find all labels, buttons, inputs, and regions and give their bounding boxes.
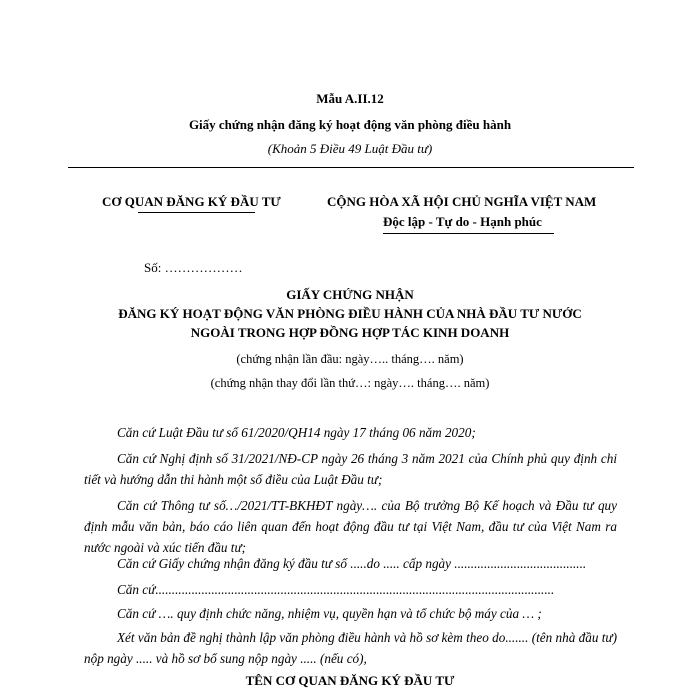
basis-investment-law: Căn cứ Luật Đầu tư số 61/2020/QH14 ngày 17 tháng 06 năm 2020;: [117, 425, 476, 440]
certificate-subtitle-line1: ĐĂNG KÝ HOẠT ĐỘNG VĂN PHÒNG ĐIỀU HÀNH CỦA NHÀ ĐẦU TƯ NƯỚC: [118, 306, 582, 321]
considering-request: Xét văn bản đề nghị thành lập văn phòng điều hành và hồ sơ kèm theo do....... (tên nhà đầu tư) nộp ngày ..... và hồ sơ bổ sung nộp ngày ..... (nếu có),: [84, 630, 617, 666]
certificate-subtitle-line2: NGOÀI TRONG HỢP ĐỒNG HỢP TÁC KINH DOANH: [190, 325, 510, 340]
certificate-title: GIẤY CHỨNG NHẬN: [286, 287, 414, 302]
agency-name: CƠ QUAN ĐĂNG KÝ ĐẦU TƯ: [102, 194, 281, 209]
motto-underline: [383, 233, 554, 234]
form-basis: (Khoản 5 Điều 49 Luật Đầu tư): [267, 141, 433, 156]
change-certification-date: (chứng nhận thay đổi lần thứ…: ngày…. tháng…. năm): [210, 376, 490, 390]
document-number: Số: ………………: [144, 260, 243, 275]
basis-circular: Căn cứ Thông tư số…/2021/TT-BKHĐT ngày…. của Bộ trưởng Bộ Kế hoạch và Đầu tư quy định mẫu văn bản, báo cáo liên quan đến hoạt động đầu tư tại Việt Nam, đầu tư của Việt Nam ra nước ngoài và xúc tiến đầu tư;: [84, 498, 617, 555]
basis-other: Căn cứ.........................................................................................................................: [117, 582, 555, 597]
first-certification-date: (chứng nhận lần đầu: ngày….. tháng…. năm): [236, 352, 464, 366]
top-divider: [68, 167, 634, 168]
issuing-agency-heading: TÊN CƠ QUAN ĐĂNG KÝ ĐẦU TƯ: [245, 673, 455, 688]
basis-agency-regulation: Căn cứ …. quy định chức năng, nhiệm vụ, quyền hạn và tổ chức bộ máy của … ;: [117, 606, 542, 621]
nation-motto: Độc lập - Tự do - Hạnh phúc: [383, 214, 542, 229]
nation-name: CỘNG HÒA XÃ HỘI CHỦ NGHĨA VIỆT NAM: [327, 194, 597, 209]
agency-underline: [138, 212, 255, 213]
form-code: Mẫu A.II.12: [316, 91, 384, 106]
basis-investment-certificate: Căn cứ Giấy chứng nhận đăng ký đầu tư số .....do ..... cấp ngày ........................................: [117, 556, 587, 571]
basis-decree: Căn cứ Nghị định số 31/2021/NĐ-CP ngày 26 tháng 3 năm 2021 của Chính phủ quy định chi tiết và hướng dẫn thi hành một số điều của Luật Đầu tư;: [84, 451, 617, 487]
form-title: Giấy chứng nhận đăng ký hoạt động văn phòng điều hành: [188, 117, 512, 132]
